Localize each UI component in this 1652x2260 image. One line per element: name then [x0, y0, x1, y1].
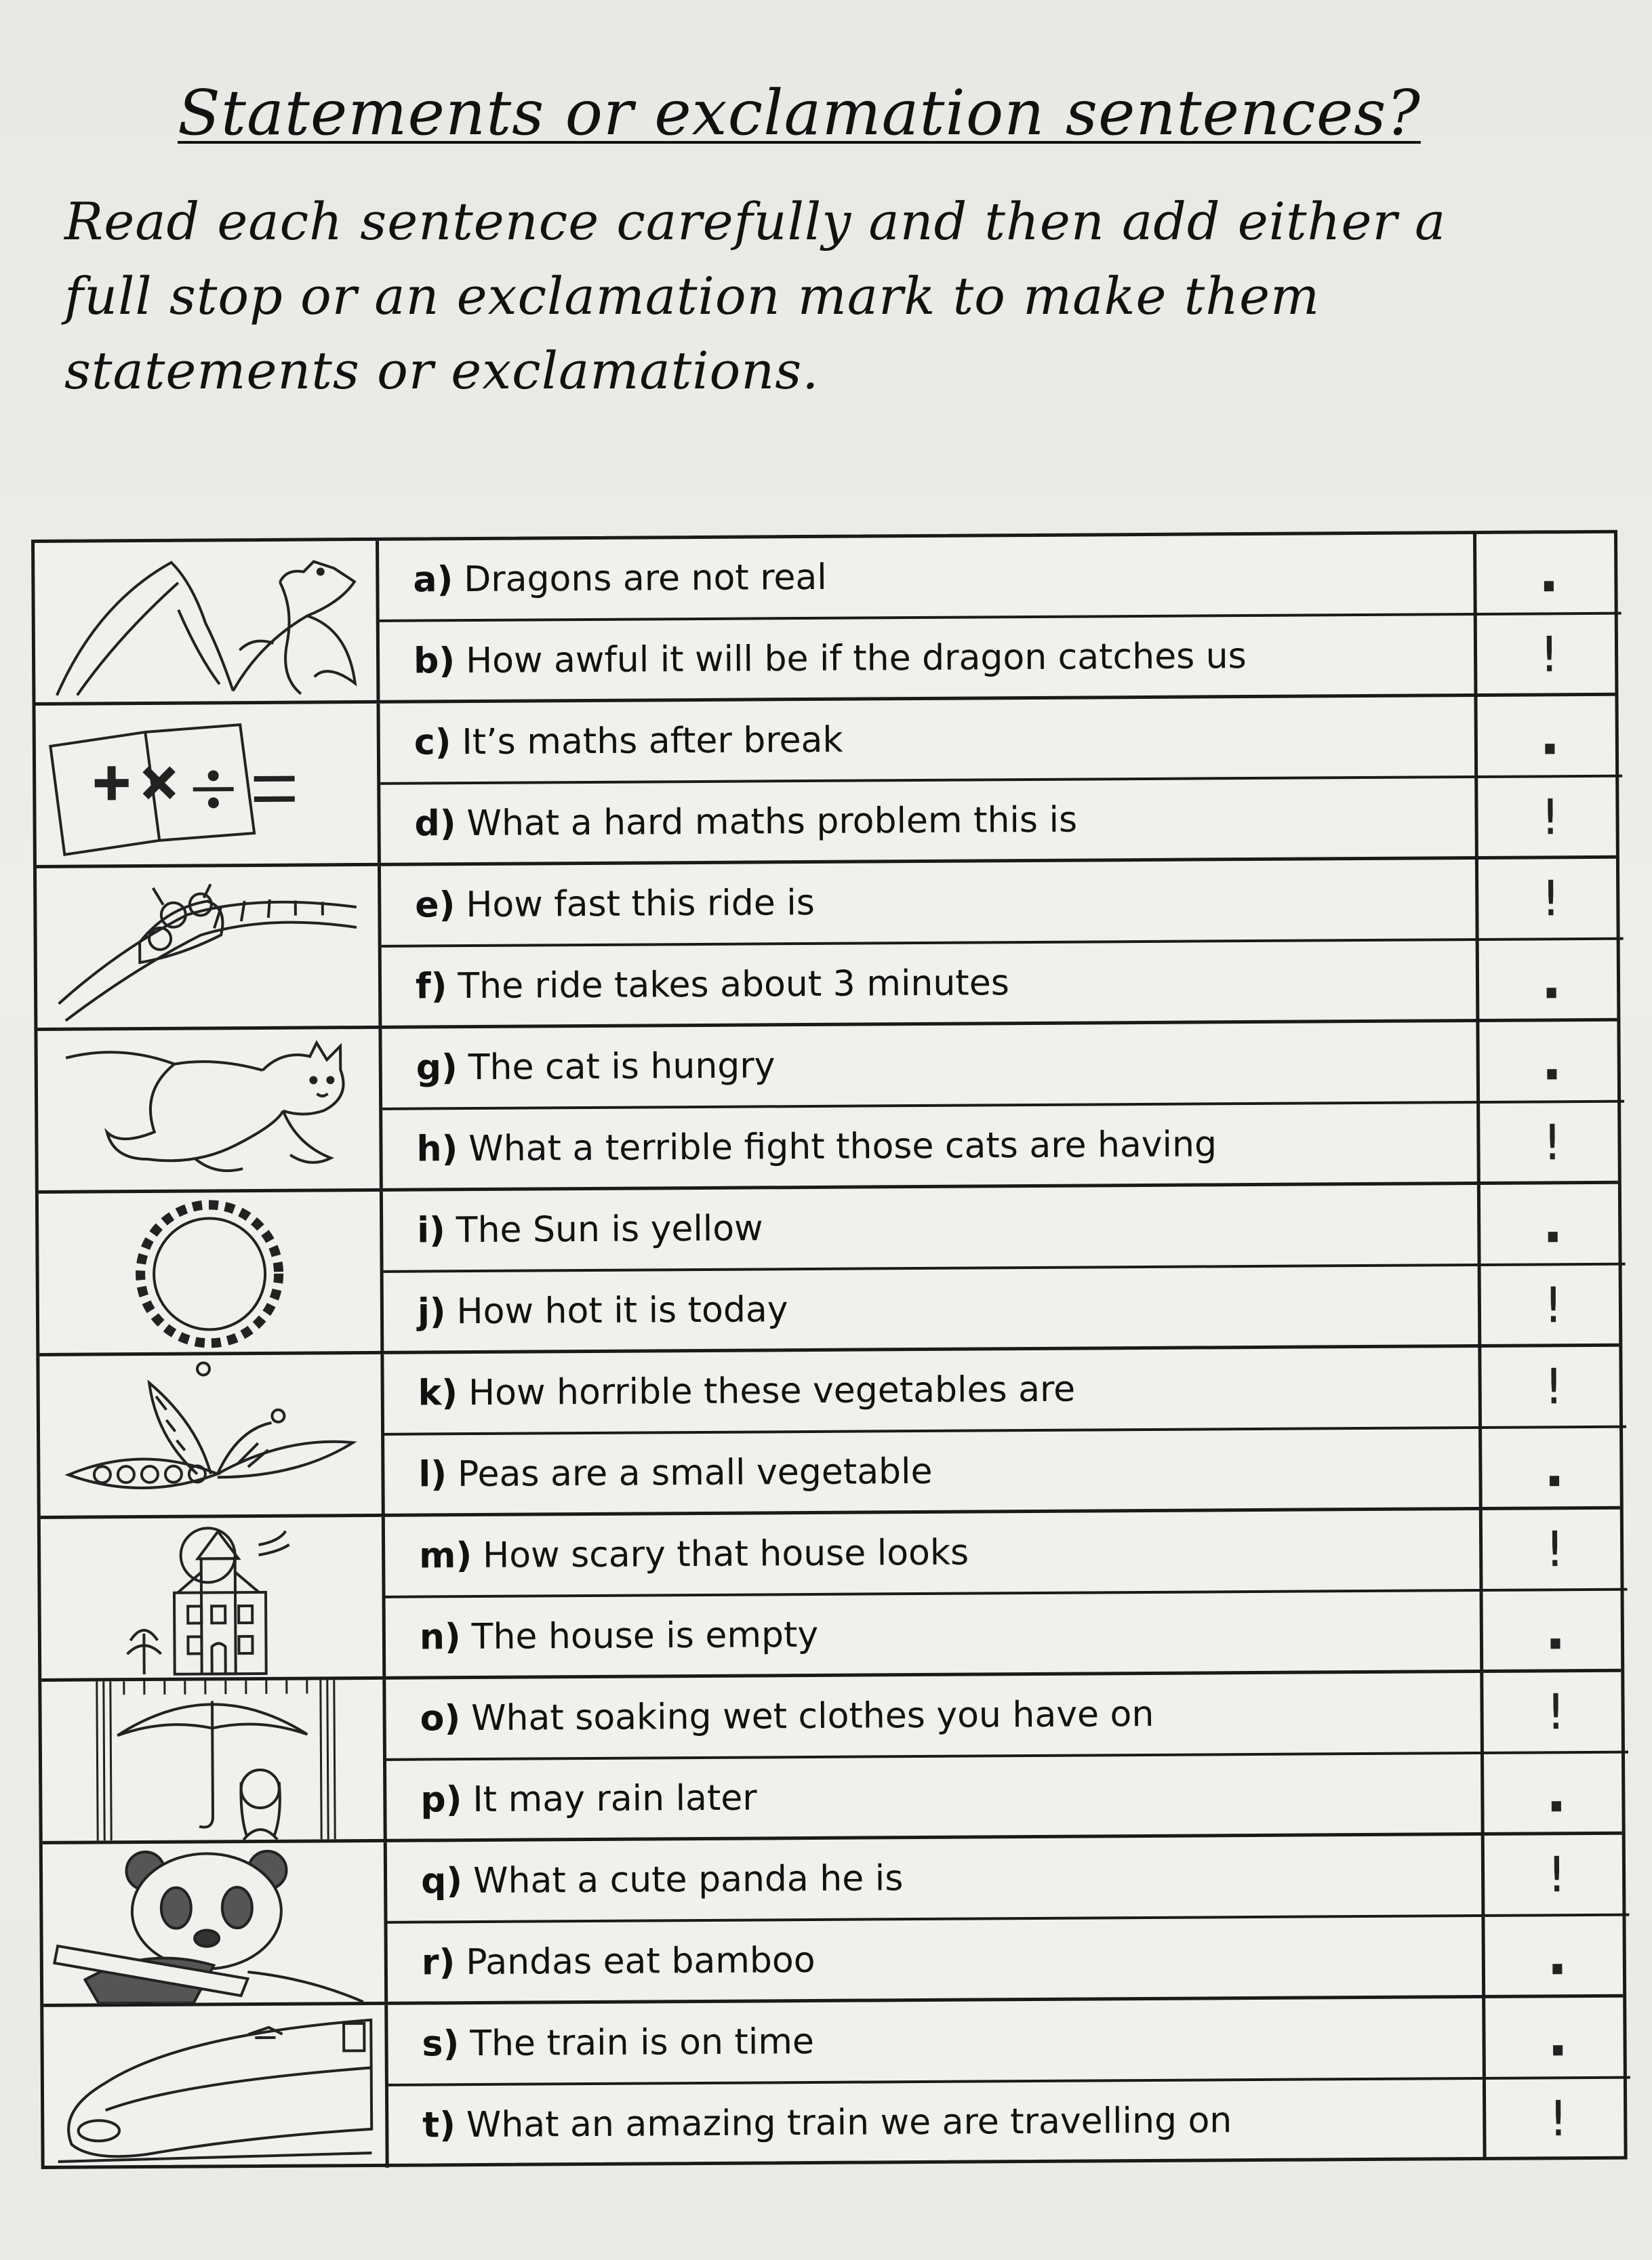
sentence-row-k — [384, 1347, 1626, 1436]
item-letter: b) — [413, 641, 456, 682]
roller-coaster-icon — [37, 866, 378, 1028]
sentence-text: What a hard maths problem this is — [466, 799, 1078, 845]
sentence-row-n — [386, 1591, 1628, 1680]
sentence-row-g — [382, 1022, 1624, 1110]
sentence-text: The ride takes about 3 minutes — [458, 963, 1009, 1007]
item-letter: q) — [420, 1861, 463, 1902]
instructions-text: Read each sentence carefully and then add either a full stop or an exclamation mark to make them statements or exclamations. — [64, 191, 1447, 401]
sentence-row-j — [384, 1266, 1626, 1354]
item-letter: l) — [418, 1454, 447, 1495]
sentence-text: It may rain later — [472, 1777, 757, 1821]
sentence-table — [31, 530, 1628, 2169]
sentence-row-p — [386, 1754, 1629, 1842]
sentence-row-m — [385, 1510, 1628, 1598]
answer-cell[interactable] — [1476, 940, 1624, 1020]
picture-cell — [37, 1029, 382, 1190]
sentence-row-c — [380, 696, 1622, 785]
sentence-text: How scary that house looks — [482, 1532, 969, 1576]
answer-cell[interactable] — [1474, 615, 1622, 694]
item-letter: k) — [418, 1373, 458, 1414]
answer-cell[interactable] — [1474, 696, 1622, 775]
sentence-row-h — [382, 1103, 1625, 1192]
item-letter: f) — [415, 966, 447, 1007]
picture-cell — [41, 1517, 386, 1678]
maths-book-icon — [35, 704, 377, 865]
dragon-icon — [35, 541, 376, 702]
sentence-text: How awful it will be if the dragon catches us — [465, 636, 1247, 682]
answer-cell[interactable] — [1478, 1428, 1627, 1508]
table-group — [37, 1022, 1617, 1194]
answer-cell[interactable] — [1479, 1510, 1628, 1589]
table-group — [35, 696, 1615, 868]
sentence-row-r — [387, 1916, 1630, 2005]
full-stop-mark: . — [1542, 1192, 1564, 1255]
table-group — [39, 1347, 1619, 1519]
cat-icon — [37, 1029, 379, 1190]
sentence-text: What a cute panda he is — [472, 1858, 904, 1902]
sentence-text: How horrible these vegetables are — [468, 1369, 1076, 1414]
exclamation-mark: ! — [1548, 2090, 1569, 2147]
sentence-text: The cat is hungry — [468, 1045, 775, 1089]
answer-cell[interactable] — [1481, 1916, 1630, 1996]
picture-cell — [39, 1354, 384, 1516]
sentence-row-e — [381, 859, 1624, 948]
exclamation-mark: ! — [1543, 1276, 1564, 1334]
full-stop-mark: . — [1544, 1598, 1566, 1662]
picture-cell — [35, 541, 380, 702]
sentence-text: What an amazing train we are travelling on — [466, 2100, 1232, 2146]
full-stop-mark: . — [1541, 1029, 1563, 1093]
sentence-text: Pandas eat bamboo — [466, 1939, 815, 1983]
item-letter: m) — [418, 1535, 472, 1577]
item-letter: e) — [415, 885, 456, 926]
table-group — [43, 1998, 1624, 2170]
table-group — [41, 1672, 1621, 1844]
item-letter: t) — [422, 2105, 456, 2146]
table-group — [41, 1510, 1621, 1682]
full-stop-mark: . — [1546, 1761, 1567, 1825]
exclamation-mark: ! — [1541, 870, 1561, 927]
answer-cell[interactable] — [1477, 1184, 1626, 1264]
picture-cell — [39, 1192, 384, 1353]
sentence-text: The house is empty — [471, 1614, 819, 1658]
sentence-row-a — [379, 533, 1621, 622]
sentence-row-s — [388, 1998, 1630, 2086]
peas-icon — [39, 1354, 381, 1516]
sentence-row-d — [380, 778, 1623, 866]
picture-cell — [35, 704, 380, 865]
sentence-text: What a terrible fight those cats are having — [468, 1124, 1217, 1170]
sentence-text: The train is on time — [470, 2021, 815, 2065]
answer-cell[interactable] — [1483, 2079, 1631, 2158]
item-letter: i) — [417, 1210, 446, 1251]
item-letter: r) — [421, 1942, 456, 1983]
answer-cell[interactable] — [1480, 1591, 1628, 1670]
answer-cell[interactable] — [1478, 1347, 1626, 1426]
item-letter: n) — [419, 1617, 461, 1658]
item-letter: j) — [417, 1291, 446, 1333]
sentence-row-o — [386, 1672, 1628, 1761]
item-letter: o) — [420, 1698, 461, 1739]
picture-cell — [37, 866, 382, 1028]
item-letter: a) — [413, 559, 454, 601]
picture-cell — [43, 1842, 388, 2004]
answer-cell[interactable] — [1476, 1103, 1625, 1182]
train-icon — [43, 2005, 385, 2170]
panda-icon — [43, 1842, 384, 2004]
table-group — [37, 859, 1617, 1031]
exclamation-mark: ! — [1540, 788, 1560, 846]
umbrella-girl-icon — [41, 1680, 383, 1841]
sentence-text: Peas are a small vegetable — [457, 1451, 933, 1495]
full-stop-mark: . — [1547, 2005, 1569, 2069]
item-letter: h) — [416, 1129, 458, 1170]
sentence-row-q — [387, 1835, 1630, 1924]
table-group — [35, 533, 1615, 706]
answer-cell[interactable] — [1481, 1835, 1630, 1914]
sentence-row-l — [384, 1428, 1627, 1517]
answer-cell[interactable] — [1475, 859, 1624, 938]
answer-cell[interactable] — [1480, 1754, 1629, 1833]
item-letter: c) — [414, 722, 451, 763]
sentence-text: The Sun is yellow — [456, 1208, 763, 1251]
answer-cell[interactable] — [1476, 1022, 1624, 1101]
table-group — [43, 1835, 1623, 2007]
sentence-row-t — [388, 2079, 1631, 2168]
sun-icon — [39, 1192, 380, 1353]
sentence-text: It’s maths after break — [462, 719, 843, 763]
full-stop-mark: . — [1546, 1924, 1568, 1987]
sentence-text: What soaking wet clothes you have on — [470, 1693, 1154, 1739]
haunted-house-icon — [41, 1517, 382, 1678]
answer-cell[interactable] — [1482, 1998, 1630, 2077]
sentence-row-b — [380, 615, 1622, 704]
answer-cell[interactable] — [1480, 1672, 1628, 1752]
full-stop-mark: . — [1538, 541, 1560, 605]
sentence-row-i — [383, 1184, 1626, 1273]
exclamation-mark: ! — [1539, 626, 1560, 683]
page-title: Statements or exclamation sentences? — [178, 77, 1421, 149]
answer-cell[interactable] — [1473, 533, 1621, 613]
picture-cell — [43, 2005, 388, 2170]
item-letter: s) — [422, 2023, 460, 2065]
full-stop-mark: . — [1539, 704, 1560, 767]
item-letter: g) — [416, 1047, 458, 1089]
sentence-text: How fast this ride is — [466, 882, 815, 926]
exclamation-mark: ! — [1544, 1358, 1564, 1415]
full-stop-mark: . — [1541, 948, 1562, 1011]
exclamation-mark: ! — [1546, 1683, 1566, 1741]
sentence-row-f — [382, 940, 1624, 1029]
sentence-text: How hot it is today — [456, 1289, 788, 1333]
picture-cell — [41, 1680, 386, 1841]
answer-cell[interactable] — [1478, 1266, 1626, 1345]
sentence-text: Dragons are not real — [464, 557, 827, 601]
exclamation-mark: ! — [1546, 1846, 1567, 1903]
full-stop-mark: . — [1544, 1436, 1565, 1499]
table-group — [39, 1184, 1619, 1356]
exclamation-mark: ! — [1544, 1520, 1565, 1578]
item-letter: p) — [420, 1779, 462, 1821]
exclamation-mark: ! — [1542, 1114, 1563, 1171]
item-letter: d) — [414, 803, 456, 845]
answer-cell[interactable] — [1474, 778, 1623, 857]
